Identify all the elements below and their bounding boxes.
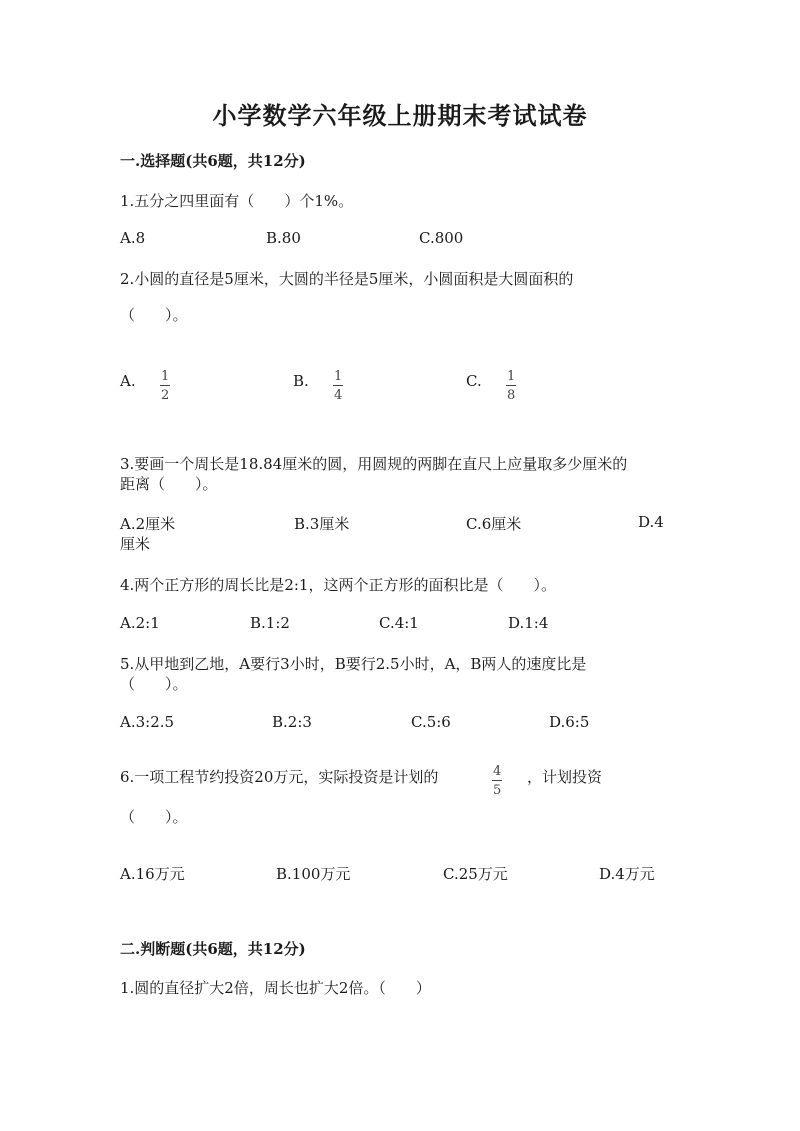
fraction-numerator: 4 — [493, 764, 502, 779]
option-a: A.8 — [120, 229, 146, 247]
option-c: C.6厘米 — [466, 515, 522, 533]
question-text: 2.小圆的直径是5厘米，大圆的半径是5厘米，小圆面积是大圆面积的 — [120, 270, 574, 288]
option-d: D.4万元 — [599, 865, 655, 883]
question-text: 1.五分之四里面有（ ）个1%。 — [120, 192, 354, 210]
option-c: C.5:6 — [411, 713, 451, 731]
fraction-numerator: 1 — [161, 369, 170, 384]
fraction-denominator: 5 — [493, 783, 502, 798]
option-b: B. — [293, 372, 309, 390]
option-d: D.6:5 — [549, 713, 590, 731]
option-b: B.80 — [266, 229, 301, 247]
question-text-line2: （ ）。 — [120, 808, 188, 826]
fraction-denominator: 8 — [507, 388, 516, 403]
question-text: 6.一项工程节约投资20万元，实际投资是计划的 — [120, 768, 439, 786]
fraction-numerator: 1 — [507, 369, 516, 384]
fraction-numerator: 1 — [334, 369, 343, 384]
question-text-line2: （ ）。 — [120, 306, 188, 324]
option-b: B.2:3 — [272, 713, 312, 731]
section-header: 一.选择题(共6题，共12分) — [120, 152, 306, 170]
option-c: C.25万元 — [443, 865, 508, 883]
fraction — [332, 366, 344, 402]
option-b: B.100万元 — [276, 865, 351, 883]
option-b: B.1:2 — [250, 614, 290, 632]
option-b: B.3厘米 — [294, 515, 350, 533]
question-text-line2: 距离（ ）。 — [120, 475, 218, 493]
page-title: 小学数学六年级上册期末考试试卷 — [212, 101, 588, 130]
question-text-line2: （ ）。 — [120, 675, 188, 693]
question-text: 5.从甲地到乙地，A要行3小时，B要行2.5小时，A，B两人的速度比是 — [120, 655, 587, 673]
option-a: A.3:2.5 — [120, 713, 175, 731]
option-c: C.4:1 — [379, 614, 419, 632]
fraction — [159, 366, 171, 402]
option-c: C. — [466, 372, 482, 390]
section-header: 二.判断题(共6题，共12分) — [120, 940, 306, 958]
question-text: 4.两个正方形的周长比是2:1，这两个正方形的面积比是（ ）。 — [120, 576, 556, 594]
question-text: 3.要画一个周长是18.84厘米的圆，用圆规的两脚在直尺上应量取多少厘米的 — [120, 455, 628, 473]
option-d: D.4 — [638, 513, 664, 531]
question-text: 1.圆的直径扩大2倍，周长也扩大2倍。（ ） — [120, 979, 431, 997]
fraction-denominator: 2 — [161, 388, 170, 403]
fraction-denominator: 4 — [334, 388, 343, 403]
fraction — [491, 761, 503, 797]
option-d: D.1:4 — [508, 614, 549, 632]
option-a: A.2:1 — [120, 614, 160, 632]
question-text-post: ，计划投资 — [527, 768, 603, 786]
fraction — [505, 366, 517, 402]
option-a: A.2厘米 — [120, 515, 176, 533]
option-c: C.800 — [419, 229, 464, 247]
option-a: A. — [120, 372, 136, 390]
option-d-wrap: 厘米 — [120, 535, 151, 553]
option-a: A.16万元 — [120, 865, 185, 883]
